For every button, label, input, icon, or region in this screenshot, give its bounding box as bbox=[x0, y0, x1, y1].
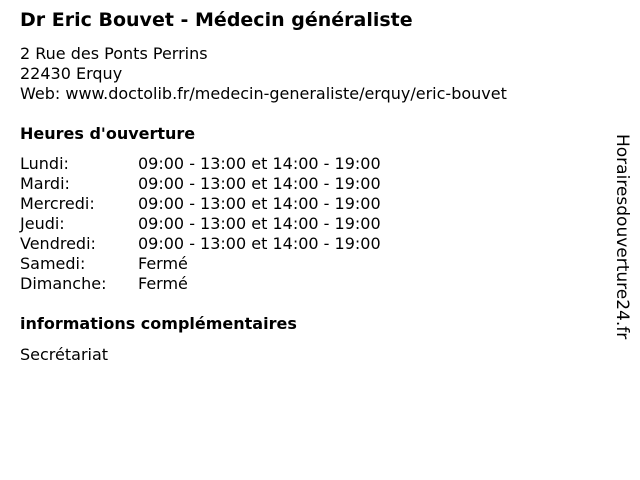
watermark-text: Horairesdouverture24.fr bbox=[612, 134, 632, 340]
time-value: 09:00 - 13:00 et 14:00 - 19:00 bbox=[138, 214, 381, 233]
day-label: Mardi: bbox=[20, 174, 70, 193]
day-label: Jeudi: bbox=[20, 214, 65, 233]
day-label: Samedi: bbox=[20, 254, 86, 273]
hours-row-lundi bbox=[20, 154, 381, 174]
address-block bbox=[20, 44, 507, 104]
address-street: 2 Rue des Ponts Perrins bbox=[20, 44, 208, 63]
time-value: 09:00 - 13:00 et 14:00 - 19:00 bbox=[138, 194, 381, 213]
address-web: Web: www.doctolib.fr/medecin-generaliste/erquy/eric-bouvet bbox=[20, 84, 507, 103]
opening-hours-list bbox=[20, 154, 381, 294]
hours-row-mercredi bbox=[20, 194, 381, 214]
time-value: 09:00 - 13:00 et 14:00 - 19:00 bbox=[138, 154, 381, 173]
time-value: Fermé bbox=[138, 254, 188, 273]
time-value: Fermé bbox=[138, 274, 188, 293]
day-label: Mercredi: bbox=[20, 194, 95, 213]
day-label: Dimanche: bbox=[20, 274, 107, 293]
page-title: Dr Eric Bouvet - Médecin généraliste bbox=[20, 9, 413, 31]
address-city: 22430 Erquy bbox=[20, 64, 123, 83]
additional-info-heading: informations complémentaires bbox=[20, 314, 297, 333]
day-label: Vendredi: bbox=[20, 234, 96, 253]
hours-row-vendredi bbox=[20, 234, 381, 254]
hours-row-dimanche bbox=[20, 274, 381, 294]
day-label: Lundi: bbox=[20, 154, 69, 173]
opening-hours-heading: Heures d'ouverture bbox=[20, 124, 196, 143]
additional-info-text: Secrétariat bbox=[20, 345, 109, 364]
hours-row-jeudi bbox=[20, 214, 381, 234]
time-value: 09:00 - 13:00 et 14:00 - 19:00 bbox=[138, 174, 381, 193]
hours-row-mardi bbox=[20, 174, 381, 194]
hours-row-samedi bbox=[20, 254, 381, 274]
time-value: 09:00 - 13:00 et 14:00 - 19:00 bbox=[138, 234, 381, 253]
